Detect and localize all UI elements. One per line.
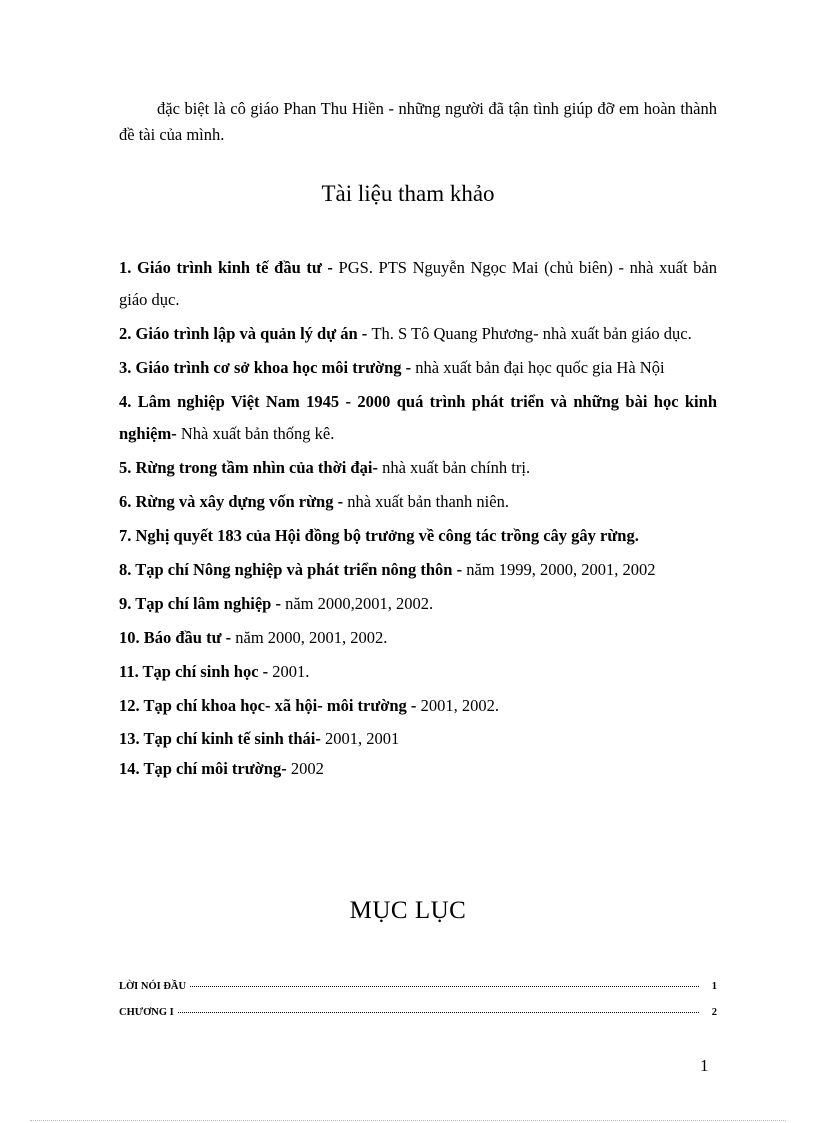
- reference-title: 3. Giáo trình cơ sở khoa học môi trường -: [119, 358, 416, 377]
- reference-details: 2001.: [272, 662, 310, 681]
- toc-entry-label: CHƯƠNG I: [119, 1007, 174, 1018]
- reference-details: 2001, 2001: [325, 729, 400, 748]
- reference-details: nhà xuất bản đại học quốc gia Hà Nội: [415, 358, 665, 377]
- reference-item: [119, 724, 717, 754]
- reference-item: [119, 690, 717, 722]
- intro-paragraph: [119, 96, 717, 148]
- reference-item: [119, 386, 717, 450]
- reference-title: 8. Tạp chí Nông nghiệp và phát triển nông thôn -: [119, 560, 467, 579]
- reference-item: [119, 352, 717, 384]
- reference-details: năm 2000, 2001, 2002.: [235, 628, 388, 647]
- reference-title: 11. Tạp chí sinh học -: [119, 662, 273, 681]
- reference-item: [119, 318, 717, 350]
- reference-item: [119, 486, 717, 518]
- reference-title: 7. Nghị quyết 183 của Hội đồng bộ trưởng về công tác trồng cây gây rừng.: [119, 526, 639, 545]
- reference-details: 2001, 2002.: [420, 696, 499, 715]
- reference-details: 2002: [290, 759, 324, 778]
- reference-title: 1. Giáo trình kinh tế đầu tư -: [119, 258, 339, 277]
- reference-item: [119, 554, 717, 586]
- reference-item: [119, 622, 717, 654]
- reference-item: [119, 588, 717, 620]
- reference-details: PGS. PTS Nguyễn Ngọc Mai (chủ biên) - nhà xuất bản giáo dục.: [119, 258, 717, 309]
- table-of-contents: [119, 970, 717, 1022]
- reference-title: 10. Báo đầu tư -: [119, 628, 236, 647]
- toc-entry-page: 2: [711, 1007, 717, 1018]
- intro-text: đặc biệt là cô giáo Phan Thu Hiền - những người đã tận tình giúp đỡ em hoàn thành đề tài của mình.: [119, 99, 717, 144]
- reference-details: năm 2000,2001, 2002.: [285, 594, 434, 613]
- reference-details: nhà xuất bản thanh niên.: [347, 492, 509, 511]
- reference-item: [119, 452, 717, 484]
- reference-title: 12. Tạp chí khoa học- xã hội- môi trường -: [119, 696, 421, 715]
- reference-details: năm 1999, 2000, 2001, 2002: [466, 560, 656, 579]
- reference-details: nhà xuất bản chính trị.: [382, 458, 531, 477]
- reference-item: [119, 520, 717, 552]
- reference-item: [119, 252, 717, 316]
- toc-entry-page: 1: [711, 981, 717, 992]
- reference-title: 4. Lâm nghiệp Việt Nam 1945 - 2000 quá trình phát triển và những bài học kinh nghiệm-: [119, 392, 717, 443]
- toc-entry[interactable]: [119, 996, 717, 1018]
- reference-item: [119, 656, 717, 688]
- references-heading: Tài liệu tham khảo: [321, 181, 495, 206]
- reference-details: Th. S Tô Quang Phương- nhà xuất bản giáo dục.: [371, 324, 692, 343]
- reference-title: 6. Rừng và xây dựng vốn rừng -: [119, 492, 348, 511]
- page-bottom-divider: [30, 1120, 786, 1121]
- toc-entry[interactable]: [119, 970, 717, 992]
- reference-title: 13. Tạp chí kinh tế sinh thái-: [119, 729, 326, 748]
- reference-title: 2. Giáo trình lập và quản lý dự án -: [119, 324, 372, 343]
- reference-title: 14. Tạp chí môi trường-: [119, 759, 291, 778]
- reference-title: 9. Tạp chí lâm nghiệp -: [119, 594, 286, 613]
- references-list: [119, 252, 717, 784]
- toc-entry-label: LỜI NÓI ĐẦU: [119, 981, 187, 992]
- reference-item: [119, 754, 717, 784]
- reference-title: 5. Rừng trong tầm nhìn của thời đại-: [119, 458, 383, 477]
- page-number: 1: [700, 1056, 709, 1075]
- reference-details: Nhà xuất bản thống kê.: [180, 424, 335, 443]
- table-of-contents-heading: MỤC LỤC: [349, 897, 467, 924]
- toc-dot-leader: [190, 985, 699, 987]
- toc-dot-leader: [178, 1011, 699, 1013]
